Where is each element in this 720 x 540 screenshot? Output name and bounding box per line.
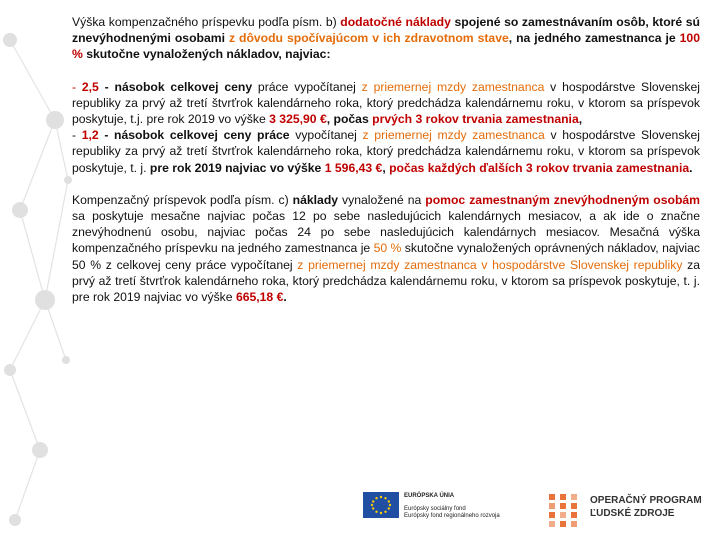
text-run: , bbox=[578, 112, 583, 127]
eu-fund-1: Európsky sociálny fond bbox=[404, 505, 466, 512]
eu-title: EURÓPSKA ÚNIA bbox=[404, 493, 455, 499]
main-text bbox=[72, 14, 700, 321]
footer-logos bbox=[0, 480, 720, 540]
text-run: , bbox=[382, 160, 390, 175]
text-run: prvých 3 rokov trvania zamestnania bbox=[372, 112, 579, 127]
paragraph-limits bbox=[72, 79, 700, 176]
text-run: z dôvodu spočívajúcom v ich zdravotnom stave bbox=[228, 31, 509, 46]
text-run: Výška kompenzačného príspevku podľa písm. b) bbox=[72, 15, 341, 29]
paragraph-assistance-costs bbox=[72, 192, 700, 305]
text-run: 1 596,43 € bbox=[324, 160, 383, 175]
text-run: - bbox=[72, 79, 82, 94]
text-run: 665,18 € bbox=[235, 290, 284, 305]
text-run: dodatočné náklady bbox=[340, 15, 451, 29]
text-run: v hospodárstve Slovenskej republiky za prvý až tretí štvrťrok kalendárneho roka, ktorý predchádza kalendárnemu roku, v ktorom sa príspevok poskytuje, t.j. pre rok 2019 vo výške bbox=[72, 79, 700, 127]
text-run: práce vypočítanej bbox=[252, 79, 362, 94]
text-run: pre rok 2019 najviac vo výške bbox=[149, 160, 325, 175]
text-run: skutočne vynaložených oprávnených nákladov, najviac 50 % z celkovej ceny práce vypočítanej bbox=[72, 241, 701, 272]
eu-caption bbox=[404, 493, 500, 521]
text-run: , na jedného zamestnanca je bbox=[508, 31, 680, 46]
op-title-1: OPERAČNÝ PROGRAM bbox=[590, 495, 702, 506]
eu-flag-icon bbox=[363, 492, 399, 518]
text-run: 2,5 bbox=[81, 79, 99, 94]
text-run: 100 % bbox=[72, 31, 700, 62]
text-run: spojené so zamestnávaním osôb, ktoré sú znevýhodnenými osobami bbox=[72, 15, 700, 46]
text-run: sa poskytuje mesačne najviac počas 12 po sebe nasledujúcich kalendárnych mesiacov, a ak ide o značne znevýhodnenú osobu, najviac počas 24 po sebe nasledujúcich kalendárnych mesiacov. Mesačná výška kompenzačného príspevku na jedného zamestnanca je bbox=[72, 209, 700, 256]
text-run: z priemernej mzdy zamestnanca v hospodárstve Slovenskej republiky bbox=[297, 257, 683, 272]
text-run: - násobok celkovej ceny bbox=[98, 79, 253, 94]
text-run: - násobok celkovej ceny práce bbox=[98, 128, 290, 143]
text-run: vynaložené na bbox=[338, 192, 426, 207]
operational-programme-logo-icon bbox=[545, 492, 581, 528]
op-caption bbox=[590, 494, 702, 520]
text-run: v hospodárstve Slovenskej republiky za prvý až tretí štvrťrok kalendárneho roka, ktorý predchádza kalendárnemu roku, v ktorom sa príspevok poskytuje, t. j. bbox=[72, 128, 700, 175]
text-run: vypočítanej bbox=[289, 128, 363, 143]
text-run: skutočne vynaložených nákladov, najviac: bbox=[82, 47, 331, 62]
text-run: za prvý až tretí štvrťrok kalendárneho roka, ktorý predchádza kalendárnemu roku, v ktorom sa príspevok poskytuje, t. j. pre rok 2019 najviac vo výške bbox=[72, 257, 700, 305]
text-run: z priemernej mzdy zamestnanca bbox=[362, 128, 545, 143]
text-run: 1,2 bbox=[81, 128, 99, 143]
op-title-2: ĽUDSKÉ ZDROJE bbox=[590, 508, 675, 519]
text-run: z priemernej mzdy zamestnanca bbox=[361, 79, 545, 94]
text-run: Kompenzačný príspevok podľa písm. c) bbox=[72, 192, 293, 207]
eu-fund-2: Európsky fond regionálneho rozvoja bbox=[404, 513, 500, 519]
text-run: pomoc zamestnaným znevýhodneným osobám bbox=[425, 192, 700, 207]
text-run: - bbox=[72, 128, 82, 143]
text-run: , počas bbox=[326, 112, 373, 127]
text-run: náklady bbox=[292, 192, 339, 207]
text-run: 50 % bbox=[373, 241, 402, 256]
text-run: 3 325,90 € bbox=[269, 112, 327, 127]
paragraph-additional-costs bbox=[72, 14, 700, 63]
text-run: počas každých ďalších 3 rokov trvania zamestnania bbox=[389, 160, 690, 175]
text-run: . bbox=[689, 160, 693, 175]
text-run: . bbox=[283, 290, 287, 305]
